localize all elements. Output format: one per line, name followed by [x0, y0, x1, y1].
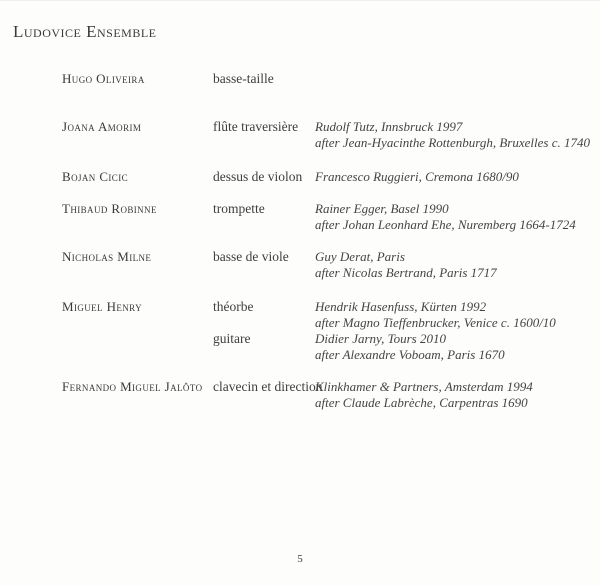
maker-line: Francesco Ruggieri, Cremona 1680/90: [315, 169, 519, 184]
maker-line: after Magno Tieffenbrucker, Venice c. 1600/10: [315, 315, 556, 330]
member-row-hugo-oliveira: [62, 71, 600, 87]
member-row-miguel-henry: [62, 299, 600, 363]
member-instrument: clavecin et direction: [213, 379, 323, 394]
member-instrument: théorbe: [213, 299, 254, 314]
maker-line: after Alexandre Voboam, Paris 1670: [315, 347, 505, 362]
maker-line: Rainer Egger, Basel 1990: [315, 201, 449, 216]
maker-line: Guy Derat, Paris: [315, 249, 405, 264]
instrument-maker: [315, 119, 600, 151]
member-name: Nicholas Milne: [62, 249, 152, 264]
instrument-maker: [315, 249, 600, 281]
member-instrument: guitare: [213, 331, 251, 346]
member-row-bojan-cicic: [62, 169, 600, 185]
maker-line: after Johan Leonhard Ehe, Nuremberg 1664-1724: [315, 217, 576, 232]
page-title: Ludovice Ensemble: [13, 22, 157, 41]
maker-line: Klinkhamer & Partners, Amsterdam 1994: [315, 379, 533, 394]
member-name: Hugo Oliveira: [62, 71, 145, 86]
instrument-maker: [315, 71, 600, 87]
instrument-maker: [315, 299, 600, 331]
member-name: Miguel Henry: [62, 299, 142, 314]
instrument-maker: [315, 379, 600, 411]
maker-line: after Claude Labrèche, Carpentras 1690: [315, 395, 528, 410]
page-number: 5: [297, 553, 303, 565]
maker-line: Didier Jarny, Tours 2010: [315, 331, 446, 346]
member-name: Bojan Cicic: [62, 169, 128, 184]
instrument-maker: [315, 201, 600, 233]
maker-line: after Nicolas Bertrand, Paris 1717: [315, 265, 497, 280]
member-name: Fernando Miguel Jalôto: [62, 379, 203, 394]
member-name: Joana Amorim: [62, 119, 142, 134]
member-instrument: dessus de violon: [213, 169, 303, 184]
member-instrument: flûte traversière: [213, 119, 299, 134]
maker-line: after Jean-Hyacinthe Rottenburgh, Bruxelles c. 1740: [315, 135, 590, 150]
member-instrument: basse-taille: [213, 71, 274, 86]
maker-line: Rudolf Tutz, Innsbruck 1997: [315, 119, 463, 134]
member-row-thibaud-robinne: [62, 201, 600, 233]
maker-line: Hendrik Hasenfuss, Kürten 1992: [315, 299, 487, 314]
member-row-nicholas-milne: [62, 249, 600, 281]
member-instrument: trompette: [213, 201, 265, 216]
member-instrument: basse de viole: [213, 249, 289, 264]
member-row-joana-amorim: [62, 119, 600, 151]
name-column-spacer: [62, 331, 213, 363]
member-name: Thibaud Robinne: [62, 201, 157, 216]
member-row-fernando-miguel-jaloto: [62, 379, 600, 411]
instrument-maker: [315, 331, 600, 363]
instrument-maker: [315, 169, 600, 185]
